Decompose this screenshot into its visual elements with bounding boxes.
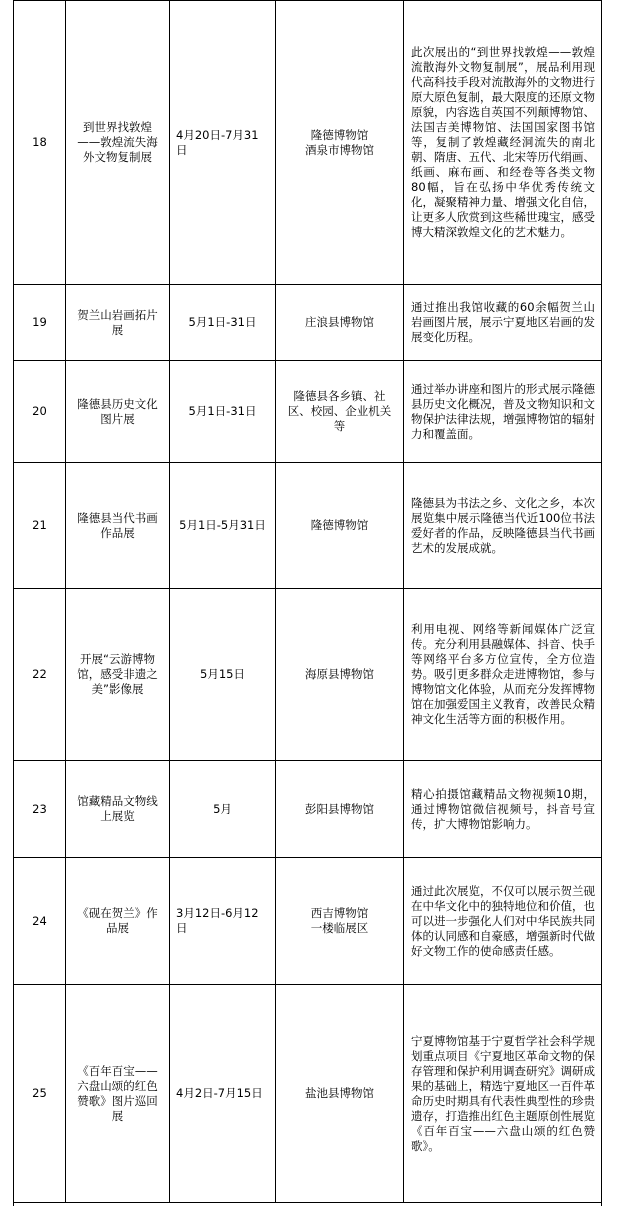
exhibition-name: 开展“云游博物馆，感受非遗之美”影像展 — [66, 589, 170, 761]
exhibition-venue: 隆德博物馆 酒泉市博物馆 — [276, 1, 404, 285]
exhibition-description: 通过推出我馆收藏的60余幅贺兰山岩画图片展，展示宁夏地区岩画的发展变化历程。 — [404, 285, 602, 361]
exhibition-venue: 隆德县各乡镇、社区、校园、企业机关等 — [276, 361, 404, 463]
exhibition-venue: 海原县博物馆 — [276, 589, 404, 761]
exhibition-description: 通过此次展览，不仅可以展示贺兰砚在中华文化中的独特地位和价值，也可以进一步强化人们对中华民族共同体的认同感和自豪感，增强新时代做好文物工作的使命感责任感。 — [404, 858, 602, 985]
exhibition-venue: 庄浪县博物馆 — [276, 285, 404, 361]
exhibition-description: 利用电视、网络等新闻媒体广泛宣传。充分利用县融媒体、抖音、快手等网络平台多方位宣传，全方位造势。吸引更多群众走进博物馆，参与博物馆文化体验，从而充分发挥博物馆在加强爱国主义教育，改善民众精神文化生活等方面的积极作用。 — [404, 589, 602, 761]
table-row — [14, 589, 602, 761]
exhibition-date: 5月1日-31日 — [170, 285, 276, 361]
exhibition-date: 5月 — [170, 761, 276, 858]
exhibition-description: 宁夏博物馆基于宁夏哲学社会科学规划重点项目《宁夏地区革命文物的保存管理和保护利用调查研究》调研成果的基础上，精选宁夏地区一百件革命历史时期具有代表性典型性的珍贵遗存，打造推出红色主题原创性展览《百年百宝——六盘山颂的红色赞歌》。 — [404, 985, 602, 1203]
exhibition-name: 《百年百宝——六盘山颂的红色赞歌》图片巡回展 — [66, 985, 170, 1203]
row-number: 22 — [14, 589, 66, 761]
table-row — [14, 285, 602, 361]
row-number: 23 — [14, 761, 66, 858]
exhibition-name: 贺兰山岩画拓片展 — [66, 285, 170, 361]
table-row — [14, 361, 602, 463]
exhibition-date: 4月2日-7月15日 — [170, 985, 276, 1203]
table-continuation — [13, 1202, 602, 1206]
exhibition-venue: 盐池县博物馆 — [276, 985, 404, 1203]
exhibition-venue: 彭阳县博物馆 — [276, 761, 404, 858]
table-row — [14, 1, 602, 285]
exhibition-description: 此次展出的“到世界找敦煌——敦煌流散海外文物复制展”，展品利用现代高科技手段对流散海外的文物进行原大原色复制，最大限度的还原文物原貌，内容选自英国不列颠博物馆、法国吉美博物馆、法国国家图书馆等，复制了敦煌藏经洞流失的南北朝、隋唐、五代、北宋等历代绢画、纸画、麻布画、和经卷等各类文物80幅，旨在弘扬中华优秀传统文化，凝聚精神力量、增强文化自信，让更多人欣赏到这些稀世瑰宝，感受博大精深敦煌文化的艺术魅力。 — [404, 1, 602, 285]
exhibition-name: 到世界找敦煌——敦煌流失海外文物复制展 — [66, 1, 170, 285]
row-number: 24 — [14, 858, 66, 985]
table-row — [14, 761, 602, 858]
row-number: 21 — [14, 463, 66, 589]
exhibition-description: 通过举办讲座和图片的形式展示隆德县历史文化概况，普及文物知识和文物保护法律法规，增强博物馆的辐射力和覆盖面。 — [404, 361, 602, 463]
table-row — [14, 463, 602, 589]
exhibition-date: 5月1日-31日 — [170, 361, 276, 463]
exhibition-date: 3月12日-6月12日 — [170, 858, 276, 985]
exhibition-venue: 隆德博物馆 — [276, 463, 404, 589]
table-row — [14, 858, 602, 985]
exhibition-date: 5月15日 — [170, 589, 276, 761]
exhibition-name: 隆德县当代书画作品展 — [66, 463, 170, 589]
exhibition-venue: 西吉博物馆 一楼临展区 — [276, 858, 404, 985]
exhibition-description: 隆德县为书法之乡、文化之乡，本次展览集中展示隆德当代近100位书法爱好者的作品，反映隆德县当代书画艺术的发展成就。 — [404, 463, 602, 589]
row-number: 18 — [14, 1, 66, 285]
row-number: 20 — [14, 361, 66, 463]
exhibition-date: 4月20日-7月31日 — [170, 1, 276, 285]
exhibition-name: 隆德县历史文化图片展 — [66, 361, 170, 463]
exhibition-date: 5月1日-5月31日 — [170, 463, 276, 589]
table-row — [14, 985, 602, 1203]
row-number: 25 — [14, 985, 66, 1203]
exhibition-name: 《砚在贺兰》作品展 — [66, 858, 170, 985]
exhibition-description: 精心拍摄馆藏精品文物视频10期，通过博物馆微信视频号，抖音号宣传，扩大博物馆影响力。 — [404, 761, 602, 858]
exhibition-name: 馆藏精品文物线上展览 — [66, 761, 170, 858]
exhibition-table — [13, 0, 602, 1203]
row-number: 19 — [14, 285, 66, 361]
